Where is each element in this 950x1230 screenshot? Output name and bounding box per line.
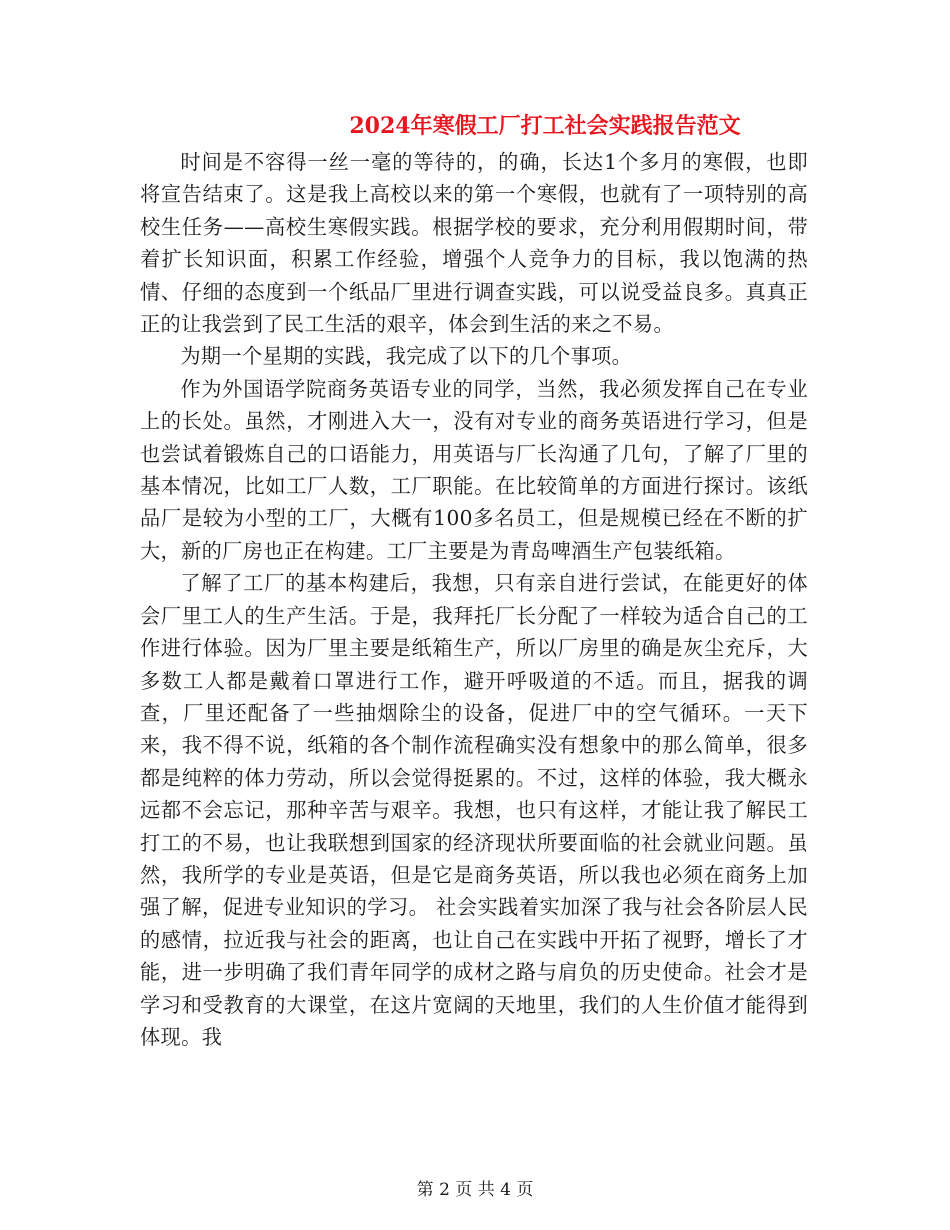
document-title: 2024年寒假工厂打工社会实践报告范文 xyxy=(349,113,741,139)
page-number-footer: 第 2 页 共 4 页 xyxy=(416,1180,534,1200)
paragraph: 为期一个星期的实践，我完成了以下的几个事项。 xyxy=(180,344,633,369)
paragraph: 时间是不容得一丝一毫的等待的，的确，长达1个多月的寒假，也即将宣告结束了。这是我上高校以来的第一个寒假，也就有了一项特别的高校生任务——高校生寒假实践。根据学校的要求，充分利用假期时间，带着扩长知识面，积累工作经验，增强个人竞争力的目标，我以饱满的热情、仔细的态度到一个纸品厂里进行调查实践，可以说受益良多。真真正正的让我尝到了民工生活的艰辛，体会到生活的来之不易。 xyxy=(140,150,808,337)
paragraph: 作为外国语学院商务英语专业的同学，当然，我必须发挥自己在专业上的长处。虽然，才刚进入大一，没有对专业的商务英语进行学习，但是也尝试着锻炼自己的口语能力，用英语与厂长沟通了几句，了解了厂里的基本情况，比如工厂人数，工厂职能。在比较简单的方面进行探讨。该纸品厂是较为小型的工厂，大概有100多名员工，但是规模已经在不断的扩大，新的厂房也正在构建。工厂主要是为青岛啤酒生产包装纸箱。 xyxy=(140,376,808,563)
document-body xyxy=(140,146,808,1053)
paragraph: 了解了工厂的基本构建后，我想，只有亲自进行尝试，在能更好的体会厂里工人的生产生活。于是，我拜托厂长分配了一样较为适合自己的工作进行体验。因为厂里主要是纸箱生产，所以厂房里的确是灰尘充斥，大多数工人都是戴着口罩进行工作，避开呼吸道的不适。而且，据我的调查，厂里还配备了一些抽烟除尘的设备，促进厂中的空气循环。一天下来，我不得不说，纸箱的各个制作流程确实没有想象中的那么简单，很多都是纯粹的体力劳动，所以会觉得挺累的。不过，这样的体验，我大概永远都不会忘记，那种辛苦与艰辛。我想，也只有这样，才能让我了解民工打工的不易，也让我联想到国家的经济现状所要面临的社会就业问题。虽然，我所学的专业是英语，但是它是商务英语，所以我也必须在商务上加强了解，促进专业知识的学习。 社会实践着实加深了我与社会各阶层人民的感情，拉近我与社会的距离，也让自己在实践中开拓了视野，增长了才能，进一步明确了我们青年同学的成材之路与肩负的历史使命。社会才是学习和受教育的大课堂，在这片宽阔的天地里，我们的人生价值才能得到体现。我 xyxy=(140,571,808,1049)
